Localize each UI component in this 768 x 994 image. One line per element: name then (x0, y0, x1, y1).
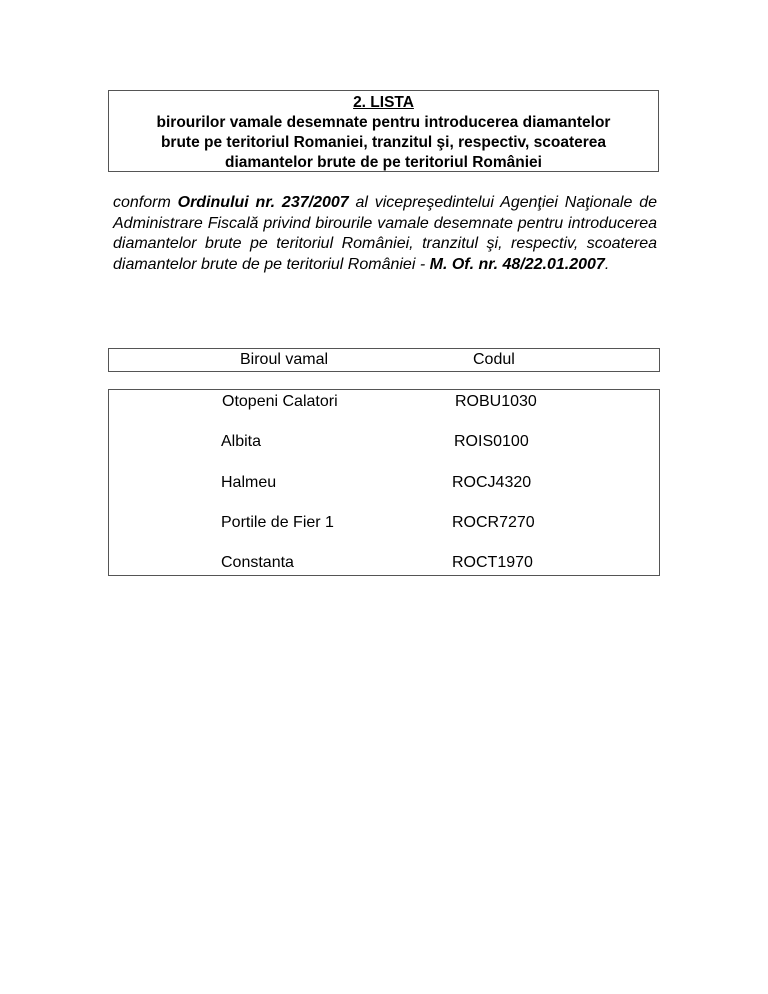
office-code: ROCT1970 (452, 554, 533, 571)
header-code: Codul (473, 351, 515, 368)
office-name: Constanta (221, 554, 294, 571)
title-line-4: diamantelor brute de pe teritoriul României (225, 154, 542, 171)
office-code: ROIS0100 (454, 433, 529, 450)
table-row (109, 433, 659, 455)
office-name: Portile de Fier 1 (221, 514, 334, 531)
table-row (109, 474, 659, 496)
offices-table (108, 389, 660, 576)
title-line-3: brute pe teritoriul Romaniei, tranzitul şi, respectiv, scoaterea (160, 134, 607, 151)
gazette-reference: M. Of. nr. 48/22.01.2007 (429, 255, 605, 273)
title-line-2: birourilor vamale desemnate pentru introducerea diamantelor (156, 114, 611, 131)
office-code: ROCJ4320 (452, 474, 532, 491)
table-row (109, 514, 659, 536)
intro-middle: al vicepreşedintelui Agenţiei Naţionale de Administrare Fiscală privind birourile vamale desemnate pentru introducerea diamantelor brute pe teritoriul României, tranzitul şi, respectiv, scoaterea diamantelor brute de pe teritoriul României - (113, 194, 657, 273)
table-header (108, 348, 660, 372)
order-reference: Ordinului nr. 237/2007 (177, 194, 349, 211)
intro-suffix: . (604, 255, 610, 273)
document-title (108, 90, 659, 172)
header-office: Biroul vamal (240, 351, 329, 368)
office-code: ROCR7270 (452, 514, 535, 531)
office-name: Halmeu (221, 474, 277, 491)
table-row (109, 393, 659, 415)
intro-paragraph (113, 193, 657, 275)
intro-prefix: conform (113, 194, 178, 211)
office-name: Otopeni Calatori (222, 393, 338, 410)
office-code: ROBU1030 (455, 393, 537, 410)
office-name: Albita (221, 433, 262, 450)
table-row (109, 554, 659, 576)
title-list-number: 2. LISTA (353, 94, 414, 111)
